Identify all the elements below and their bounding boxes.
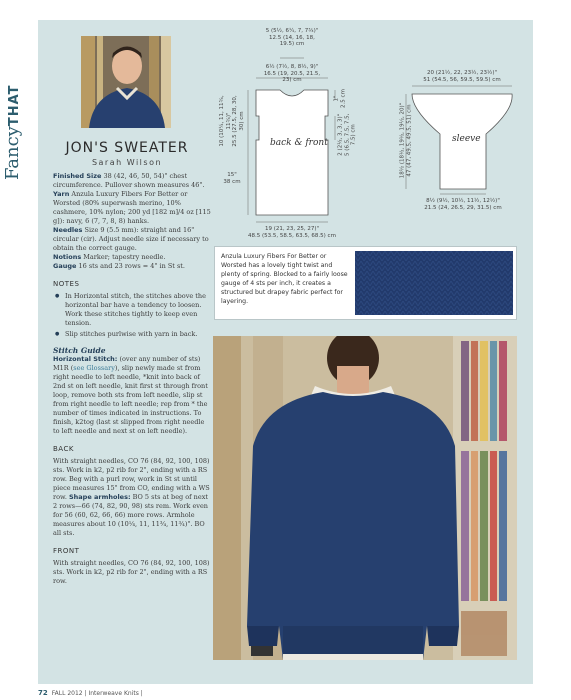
back-text-2: BO 5 sts at beg of next 2 rows—66 (74, 82, 90, 98) sts rem. Work even for 56 (60, 62, 66, 66) more rows. Armhole measures about 10 (10¼, 11, 11¾, 11¾)". BO all sts. [53,493,208,537]
label-needles: Needles [53,226,83,234]
dim-shoulder-width [262,64,322,84]
dim-shoulder-width-text: 6½ (7½, 8, 8½, 9)" 16.5 (19, 20.5, 21.5, 23) cm [263,64,321,83]
swatch-caption: Anzula Luxury Fibers For Better or Worsted has a lovely tight twist and plenty of spring. Blocked to a fairly loose gauge of 4 sts per inch, it creates a structured but drapey fabric perfect for layering. [221,253,348,305]
dim-body-length [220,172,244,185]
notes-list [53,292,212,339]
page-number: 72 [38,689,48,697]
spec-finished-size [53,172,212,190]
stitch-guide-text [53,355,212,436]
value-finished-size: 38 (42, 46, 50, 54)" chest circumference. Pullover shown measures 46". [53,172,205,189]
back-text-1: With straight needles, CO 76 (84, 92, 100, 108) sts. Work in k2, p2 rib for 2", ending with a RS row. Beg with a purl row, work in St st until piece measures 15" from CO, ending with a WS row. [53,457,210,501]
value-needles: Size 9 (5.5 mm): straight and 16" circular (cir). Adjust needle size if necessary to obtain the correct gauge. [53,226,209,252]
dim-body-length-text: 15" 38 cm [223,172,241,185]
tab-that: THAT [7,84,22,127]
sleeve-schematic [400,34,525,214]
dim-bottom-width-text: 19 (21, 23, 25, 27)" 48.5 (53.5, 58.5, 63.5, 68.5) cm [248,226,336,239]
value-gauge: 16 sts and 23 rows = 4" in St st. [78,262,185,270]
spec-gauge [53,262,212,271]
issue-info: FALL 2012 | Interweave Knits | [51,690,143,697]
dim-sleeve-cuff-text: 8½ (9½, 10½, 11½, 12½)" 21.5 (24, 26.5, 29, 31.5) cm [424,198,502,211]
dim-armhole-depth [219,91,245,151]
glossary-link[interactable]: see Glossary [73,364,115,372]
label-yarn: Yarn [53,190,70,198]
spec-needles [53,226,212,253]
yarn-swatch-box [214,246,517,320]
back-front-label: back & front [270,138,328,148]
stitch-guide-body: ), slip newly made st from right needle to left needle, *knit into back of 2nd st on left needle, knit first st through front loop, remove both sts from left needle, slip st from right needle to left needle; rep from * the number of times indicated in instructions. To finish, k2tog (last st slipped from right needle to left needle and next st on left needle). [53,364,208,435]
spec-notions [53,253,212,262]
sweater-photo [213,336,517,660]
dim-neck-width-text: 5 (5½, 6¼, 7, 7¾)" 12.5 (14, 16, 18, 19.5) cm [265,28,319,47]
note-item: ● In Horizontal stitch, the stitches above the horizontal bar have a tendency to loosen. Work these stitches tightly to keep even tension. [65,292,212,328]
dim-neck-depth-text: 1" 2.5 cm [333,89,346,108]
back-front-schematic [219,28,390,239]
dim-armhole-depth-text: 10 (10¼, 11, 11¾, 11¾)" 25.5 (27.5, 28, 30, 30) cm [219,95,245,147]
note-item: ● Slip stitches purlwise with yarn in back. [65,330,212,339]
back-text [53,457,212,538]
dim-bottom-width [236,226,348,239]
label-finished-size: Finished Size [53,172,102,180]
dim-sleeve-cuff [420,198,506,211]
body-shape [256,90,328,215]
designer-name: Sarah Wilson [91,158,163,167]
label-notions: Notions [53,253,82,261]
dim-bo-depth [337,110,357,160]
front-text: With straight needles, CO 76 (84, 92, 100, 108) sts. Work in k2, p2 rib for 2", ending with a RS row. [53,559,210,585]
dim-sleeve-length-text: 18½ (18½, 19½, 19½, 20)" 47 (47, 49.5, 49.5, 51) cm [399,102,412,179]
dim-sleeve-top-text: 20 (21½, 22, 23½, 23½)" 51 (54.5, 56, 59.5, 59.5) cm [423,70,501,83]
back-heading: BACK [53,445,74,453]
instructions-column [53,172,212,586]
section-tab [0,30,36,180]
dim-neck-width [262,28,322,48]
tab-fancy: Fancy [2,126,23,180]
stitch-guide-prefix: (over any number of sts) M1R ( [53,355,201,372]
sleeve-label: sleeve [452,134,481,144]
dim-sleeve-top [412,70,512,83]
yarn-swatch-image [355,251,513,315]
pattern-title: JON'S SWEATER [65,140,189,156]
value-notions: Marker; tapestry needle. [83,253,166,261]
page-footer [38,689,143,697]
stitch-guide-heading: Stitch Guide [53,346,106,355]
value-yarn: Anzula Luxury Fibers For Better or Worsted (80% superwash merino, 10% cashmere, 10% nylon; 200 yd [182 m]/4 oz [115 g]): navy, 6 (7, 7, 8, 8) hanks. [53,190,211,225]
notes-heading: NOTES [53,280,80,288]
label-shape-armholes: Shape armholes: [68,493,131,501]
designer-portrait [81,36,171,128]
dim-bo-depth-text: 2 (2½, 3, 3, 3)" 5 (6.5, 7.5, 7.5, 7.5) cm [337,113,357,156]
front-heading: FRONT [53,547,80,555]
spec-yarn [53,190,212,226]
label-horizontal-stitch: Horizontal Stitch: [53,355,118,363]
dim-sleeve-length [400,101,413,181]
label-gauge: Gauge [53,262,77,270]
